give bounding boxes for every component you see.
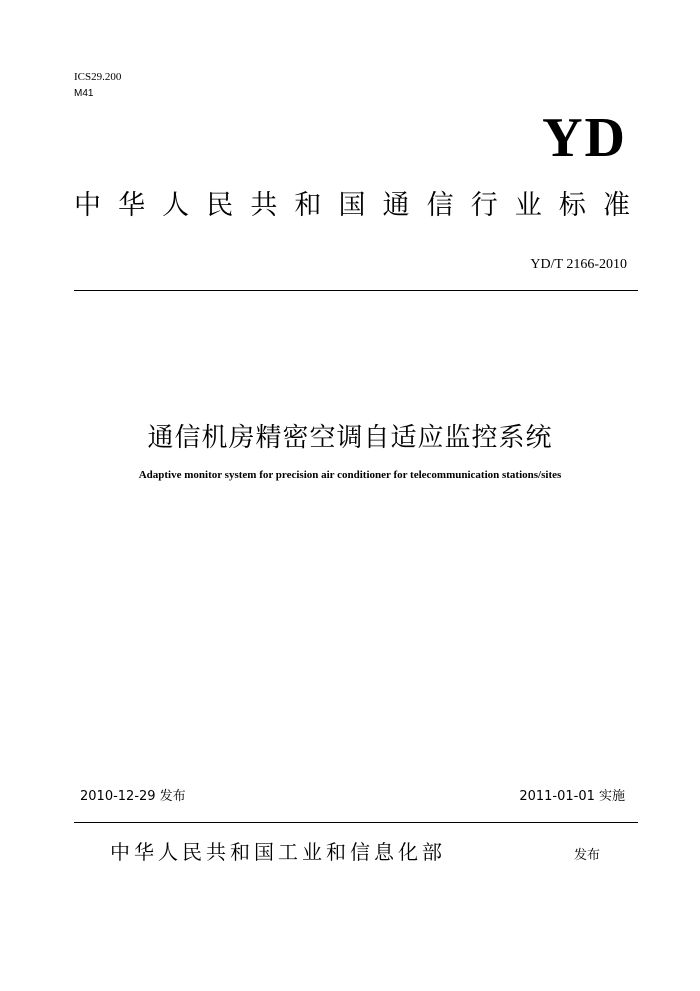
standard-title-char: 准 [602,190,630,221]
implementation-date: 2011-01-01 实施 [519,789,625,804]
standard-title-char: 人 [162,190,190,221]
standard-title-char: 通 [382,190,410,221]
issue-date: 2010-12-29 发布 [80,789,186,804]
standard-title-char: 华 [118,190,146,221]
document-title: 通信机房精密空调自适应监控系统 [147,423,553,453]
yd-logo: YD [542,107,627,169]
standard-title-char: 标 [558,190,586,221]
bottom-divider [74,822,638,823]
publish-label: 发布 [573,848,600,863]
document-subtitle: Adaptive monitor system for precision air conditioner for telecommunication stations/sites [138,469,562,481]
standard-title-char: 民 [206,190,234,221]
publisher-row [110,838,600,866]
standard-title-char: 国 [338,190,366,221]
ics-code: ICS29.200 [74,71,122,83]
standard-title-char: 中 [74,190,101,221]
publisher-name: 中华人民共和国工业和信息化部 [110,840,446,864]
standard-title-char: 行 [470,190,498,221]
standard-title-char: 共 [250,190,278,221]
standard-number: YD/T 2166-2010 [530,257,627,272]
top-divider [74,290,638,291]
standard-title-char: 信 [426,190,454,221]
classification-code: M41 [74,88,94,99]
standard-title-char: 业 [514,190,542,221]
standard-title-char: 和 [294,190,322,221]
standard-title [74,188,630,224]
